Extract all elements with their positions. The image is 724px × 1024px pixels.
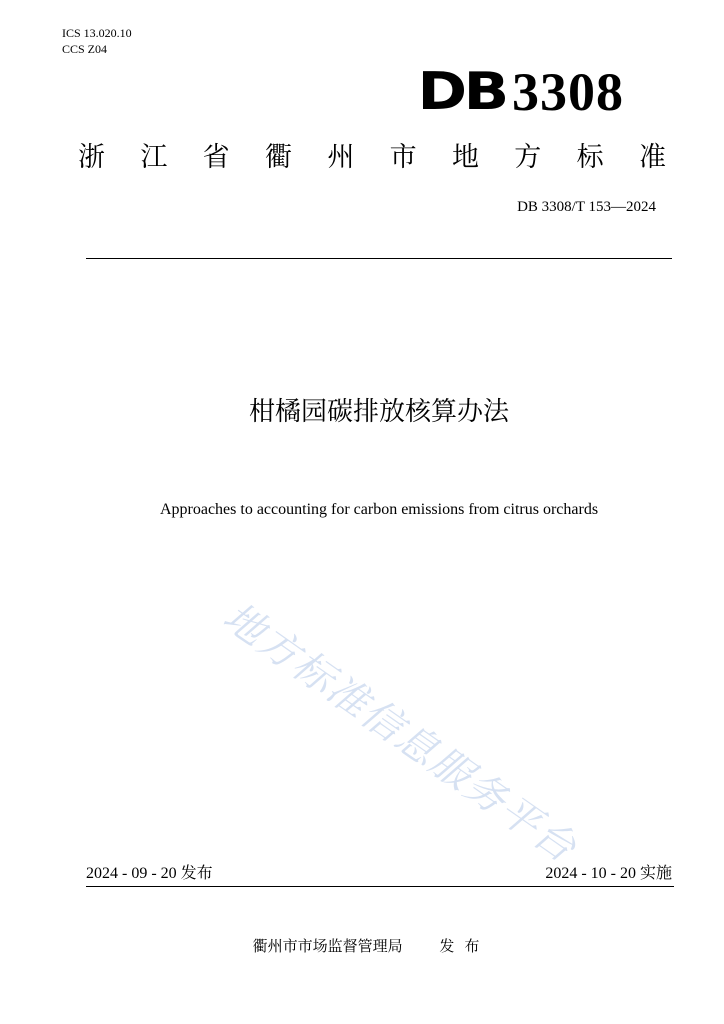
top-divider [86, 258, 672, 259]
ccs-code: CCS Z04 [62, 42, 108, 56]
db-logo [417, 60, 624, 122]
standard-type-heading [78, 140, 666, 176]
standard-type-char: 浙 [78, 142, 105, 173]
standard-type-char: 标 [576, 142, 604, 173]
ics-code: ICS 13.020.10 [62, 26, 132, 40]
standard-type-char: 衢 [264, 142, 292, 173]
standard-type-char: 方 [514, 142, 542, 173]
title-chinese: 柑橘园碳排放核算办法 [248, 397, 509, 427]
standard-type-char: 江 [140, 142, 168, 173]
issue-date: 2024 - 09 - 20 发布 [86, 865, 213, 882]
db-logo-number: 3308 [512, 62, 624, 122]
publisher-name: 衢州市市场监督管理局 [252, 937, 403, 955]
title-english: Approaches to accounting for carbon emissions from citrus orchards [159, 501, 599, 518]
implementation-date: 2024 - 10 - 20 实施 [545, 865, 672, 882]
standard-type-char: 地 [451, 142, 479, 173]
watermark: 地方标准信息服务平台 [214, 593, 586, 873]
publisher-line [0, 936, 724, 956]
standard-type-char: 省 [202, 142, 230, 173]
standard-type-char: 州 [327, 142, 355, 173]
publish-label: 发布 [439, 937, 490, 955]
standard-type-char: 市 [389, 142, 417, 173]
bottom-divider [86, 886, 674, 887]
standard-type-char: 准 [638, 142, 666, 173]
db-logo-letters: DB [417, 62, 506, 122]
standard-code: DB 3308/T 153—2024 [517, 199, 656, 215]
